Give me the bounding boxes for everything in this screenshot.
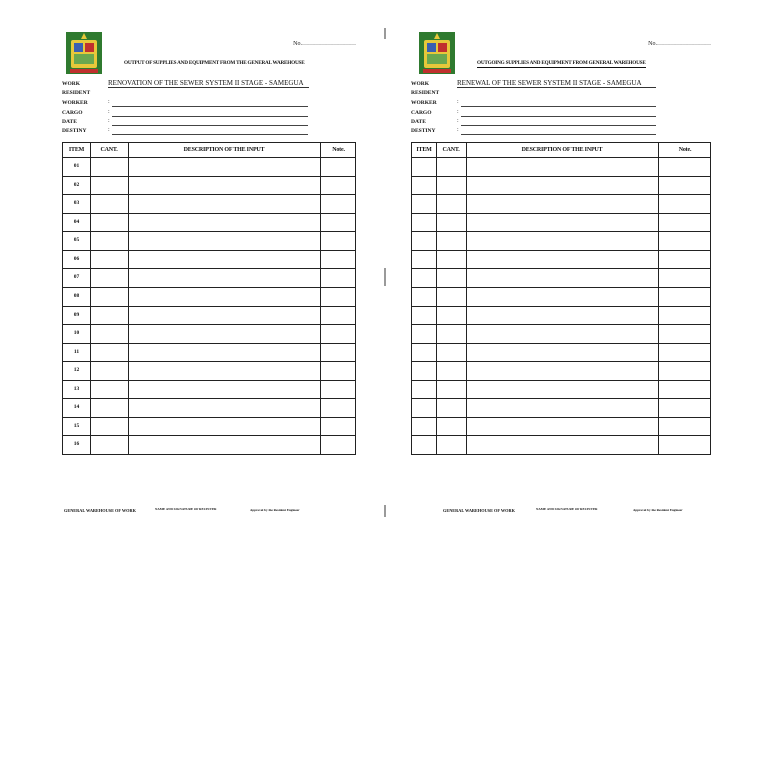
colon: : xyxy=(457,127,459,133)
col-description-header: DESCRIPTION OF THE INPUT xyxy=(521,147,603,153)
footer-receiver: NAME AND SIGNATURE OF RECEIVER xyxy=(155,507,217,511)
footer-receiver: NAME AND SIGNATURE OF RECEIVER xyxy=(536,507,598,511)
row-number: 12 xyxy=(73,367,80,374)
table-row[interactable] xyxy=(412,194,710,214)
fold-mark-middle xyxy=(384,268,386,286)
col-item-header: ITEM xyxy=(416,147,432,153)
table-row[interactable] xyxy=(63,194,355,214)
table-row[interactable] xyxy=(412,343,710,363)
colon: : xyxy=(108,99,110,105)
table-row[interactable] xyxy=(63,268,355,288)
form-number: No.……………………… xyxy=(293,41,356,47)
resident-label: RESIDENT xyxy=(62,90,91,96)
col-cant-header: CANT. xyxy=(442,147,460,153)
table-row[interactable] xyxy=(412,176,710,196)
row-number: 06 xyxy=(73,255,80,262)
table-row[interactable] xyxy=(63,361,355,381)
table-row[interactable] xyxy=(63,231,355,251)
table-row[interactable] xyxy=(412,435,710,454)
table-row[interactable] xyxy=(63,250,355,270)
table-header xyxy=(412,143,710,158)
table-row[interactable] xyxy=(412,287,710,307)
table-row[interactable] xyxy=(412,268,710,288)
table-row[interactable] xyxy=(412,417,710,437)
colon: : xyxy=(108,127,110,133)
table-row[interactable] xyxy=(63,324,355,344)
table-row[interactable] xyxy=(63,176,355,196)
table-row[interactable] xyxy=(63,157,355,177)
col-item-header: ITEM xyxy=(68,147,85,153)
form-title: OUTPUT OF SUPPLIES AND EQUIPMENT FROM THE GENERAL WAREHOUSE xyxy=(124,60,305,66)
work-value[interactable]: RENEWAL OF THE SEWER SYSTEM II STAGE - SAMEGUA xyxy=(457,79,656,88)
fold-mark-bottom xyxy=(384,505,386,517)
row-number: 03 xyxy=(73,200,80,207)
date-label: DATE xyxy=(411,119,426,125)
table-header xyxy=(63,143,355,158)
cargo-label: CARGO xyxy=(62,110,83,116)
municipal-crest-logo xyxy=(419,32,455,74)
form-number: No.……………………… xyxy=(648,41,711,47)
resident-label: RESIDENT xyxy=(411,90,440,96)
table-row[interactable] xyxy=(412,250,710,270)
table-row[interactable] xyxy=(412,398,710,418)
table-row[interactable] xyxy=(412,324,710,344)
row-number: 09 xyxy=(73,311,80,318)
table-row[interactable] xyxy=(412,361,710,381)
row-number: 13 xyxy=(73,385,80,392)
col-cant-header: CANT. xyxy=(100,147,118,153)
destiny-label: DESTINY xyxy=(62,128,87,134)
date-field[interactable] xyxy=(112,125,308,126)
table-row[interactable] xyxy=(412,231,710,251)
work-value[interactable]: RENOVATION OF THE SEWER SYSTEM II STAGE - SAMEGUA xyxy=(108,79,309,88)
worker-label: WORKER xyxy=(411,100,437,106)
row-number: 10 xyxy=(73,330,80,337)
table-row[interactable] xyxy=(412,213,710,233)
date-label: DATE xyxy=(62,119,77,125)
row-number: 04 xyxy=(73,218,80,225)
row-number: 15 xyxy=(73,422,80,429)
municipal-crest-logo xyxy=(66,32,102,74)
table-row[interactable] xyxy=(63,213,355,233)
colon: : xyxy=(457,109,459,115)
table-row[interactable] xyxy=(412,380,710,400)
table-row[interactable] xyxy=(63,306,355,326)
colon: : xyxy=(108,109,110,115)
row-number: 14 xyxy=(73,404,80,411)
col-note-header: Note. xyxy=(332,147,345,153)
colon: : xyxy=(457,118,459,124)
footer-approval: Approval by the Resident Engineer xyxy=(250,508,300,512)
fold-mark-top xyxy=(384,28,386,39)
colon: : xyxy=(108,118,110,124)
form-title: OUTGOING SUPPLIES AND EQUIPMENT FROM GENERAL WAREHOUSE xyxy=(477,60,646,66)
footer-approval: Approval by the Resident Engineer xyxy=(633,508,683,512)
footer-warehouse: GENERAL WAREHOUSE OF WORK xyxy=(443,508,515,513)
table-row[interactable] xyxy=(63,380,355,400)
row-number: 02 xyxy=(73,181,80,188)
work-label: WORK xyxy=(62,81,81,87)
table-row[interactable] xyxy=(63,287,355,307)
col-description-header: DESCRIPTION OF THE INPUT xyxy=(183,147,265,153)
destiny-label: DESTINY xyxy=(411,128,436,134)
date-field[interactable] xyxy=(461,125,656,126)
worker-field[interactable] xyxy=(112,106,308,107)
worker-field[interactable] xyxy=(461,106,656,107)
table-row[interactable] xyxy=(63,417,355,437)
table-row[interactable] xyxy=(63,343,355,363)
col-note-header: Note. xyxy=(678,147,692,153)
row-number: 16 xyxy=(73,441,80,448)
destiny-field[interactable] xyxy=(112,134,308,135)
row-number: 08 xyxy=(73,292,80,299)
row-number: 11 xyxy=(73,348,80,355)
row-number: 07 xyxy=(73,274,80,281)
cargo-label: CARGO xyxy=(411,110,432,116)
row-number: 01 xyxy=(73,163,80,169)
worker-label: WORKER xyxy=(62,100,88,106)
items-table xyxy=(411,142,711,455)
row-number: 05 xyxy=(73,237,80,244)
work-label: WORK xyxy=(411,81,430,87)
items-table xyxy=(62,142,356,455)
colon: : xyxy=(457,99,459,105)
table-row[interactable] xyxy=(412,306,710,326)
table-row[interactable] xyxy=(63,435,355,454)
cargo-field[interactable] xyxy=(461,116,656,117)
destiny-field[interactable] xyxy=(461,134,656,135)
table-row[interactable] xyxy=(63,398,355,418)
cargo-field[interactable] xyxy=(112,116,308,117)
table-row[interactable] xyxy=(412,157,710,177)
footer-warehouse: GENERAL WAREHOUSE OF WORK xyxy=(64,508,136,513)
